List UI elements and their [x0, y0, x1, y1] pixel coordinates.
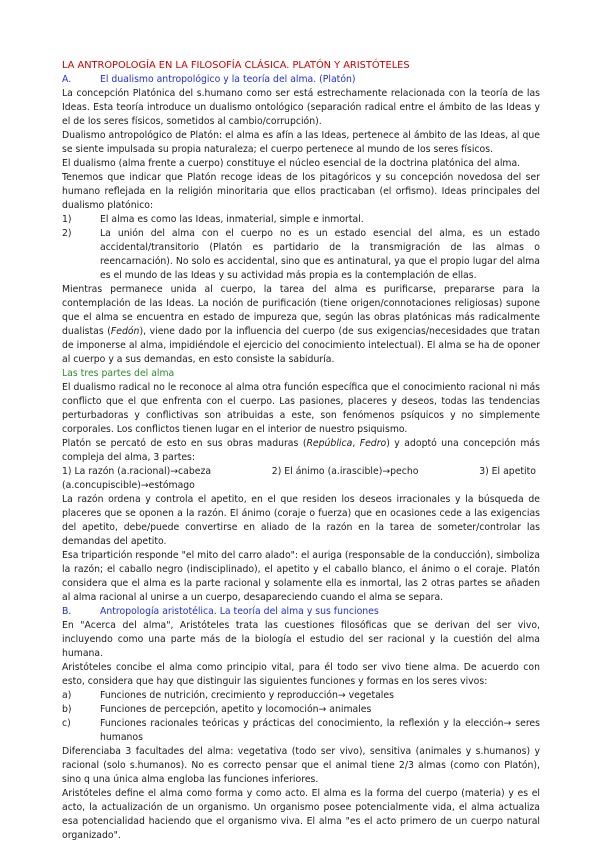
work-title: Fedro [359, 438, 387, 449]
paragraph: En "Acerca del alma", Aristóteles trata las cuestiones filosóficas que se derivan del ser vivo, incluyendo como una parte más de la biología el estudio del ser racional y la cuestión del alma humana. [62, 620, 540, 659]
list-text: Funciones racionales teóricas y prácticas del conocimiento, la reflexión y la elección→ seres humanos [100, 718, 540, 743]
text-run: Platón se percató de esto en sus obras maduras ( [62, 438, 307, 449]
list-text: La unión del alma con el cuerpo no es un estado esencial del alma, es un estado accidental/transitorio (Platón es partidario de la transmigración de las almas o reencarnación). No solo es accidental, sino que es antinatural, ya que el propio lugar del alma es el mundo de las Ideas y su actividad más propia es la contemplación de ellas. [100, 228, 540, 281]
text-run: ) y adoptó una concepción más compleja del alma, 3 partes: [62, 438, 540, 463]
list-text: Funciones de nutrición, crecimiento y reproducción→ vegetales [100, 690, 394, 701]
paragraph: El dualismo (alma frente a cuerpo) constituye el núcleo esencial de la doctrina platónica del alma. [62, 158, 521, 169]
work-title: República [306, 438, 353, 449]
list-letter: c) [62, 718, 71, 729]
paragraph: Diferenciaba 3 facultades del alma: vegetativa (todo ser vivo), sensitiva (animales y s.humanos) y racional (solo s.humanos). No es correcto pensar que el animal tiene 2/3 almas (como con Platón), sino q una única alma engloba las funciones inferiores. [62, 746, 540, 785]
text-run: ), viene dado por la influencia del cuerpo (de sus exigencias/necesidades que tratan de imponerse al alma, impidiéndole el ejercicio del conocimiento intelectual). El alma se ha de oponer al cuerpo y a sus demandas, en esto consiste la sabiduría. [62, 326, 540, 365]
list-number: 2) [62, 228, 72, 239]
paragraph: Aristóteles concibe el alma como principio vital, para él todo ser vivo tiene alma. De acuerdo con esto, considera que hay que distinguir las siguientes funciones y formas en los seres vivos: [62, 662, 540, 687]
paragraph: Dualismo antropológico de Platón: el alma es afín a las Ideas, pertenece al ámbito de las Ideas, al que se siente impulsada su propia naturaleza; el cuerpo pertenece al mundo de los seres físicos. [62, 130, 540, 155]
section-b-title: Antropología aristotélica. La teoría del alma y sus funciones [100, 606, 379, 617]
document-page [62, 59, 540, 843]
list-item [62, 703, 540, 717]
soul-part: 2) El ánimo (a.irascible)→pecho [271, 466, 419, 477]
section-b-heading [62, 605, 540, 619]
list-item [62, 227, 540, 283]
list-text: Funciones de percepción, apetito y locomoción→ animales [100, 704, 372, 715]
list-item [62, 689, 540, 703]
paragraph [62, 283, 540, 367]
soul-parts-row [62, 465, 540, 479]
list-item [62, 213, 540, 227]
paragraph: El dualismo radical no le reconoce al alma otra función específica que el conocimiento racional ni más conflicto que el que enfrenta con el cuerpo. Las pasiones, placeres y deseos, todas las tendencias perturbadoras y conflictivas son atribuidas a este, son fenómenos psíquicos y no simplemente corporales. Los conflictos tienen lugar en el interior de nuestro psiquismo. [62, 382, 540, 435]
paragraph: La concepción Platónica del s.humano como ser está estrechamente relacionada con la teoría de las Ideas. Esta teoría introduce un dualismo ontológico (separación radical entre el ámbito de las Ideas y el de los seres físicos, sometidos al cambio/corrupción). [62, 88, 540, 127]
section-a-title: El dualismo antropológico y la teoría del alma. (Platón) [100, 74, 356, 85]
text-run: , [352, 438, 360, 449]
soul-part-continuation: (a.concupiscible)→estómago [62, 480, 195, 491]
paragraph: Tenemos que indicar que Platón recoge ideas de los pitagóricos y su concepción novedosa del ser humano reflejada en la religión minoritaria que ellos practicaban (el orfismo). Ideas principales del dualismo platónico: [62, 172, 540, 211]
work-title: Fedón [110, 326, 140, 337]
list-number: 1) [62, 214, 72, 225]
list-letter: b) [62, 704, 72, 715]
paragraph: Esa tripartición responde "el mito del carro alado": el auriga (responsable de la conducción), simboliza la razón; el caballo negro (indisciplinado), el apetito y el caballo blanco, el ánimo o el coraje. Platón considera que el alma es la parte racional y solamente ella es inmortal, las 2 otras partes se añaden al alma racional al unirse a un cuerpo, desapareciendo cuando el alma se separa. [62, 550, 540, 603]
list-text: El alma es como las Ideas, inmaterial, simple e inmortal. [100, 214, 364, 225]
paragraph: Aristóteles define el alma como forma y como acto. El alma es la forma del cuerpo (materia) y es el acto, la actualización de un organismo. Un organismo posee potencialmente vida, el alma actualiza esa potencialidad haciendo que el organismo viva. El alma "es el acto primero de un cuerpo natural organizado". [62, 788, 540, 841]
text-run: Mientras permanece unida al cuerpo, la tarea del alma es purificarse, prepararse para la contemplación de las Ideas. La noción de purificación (tiene origen/connotaciones religiosas) supone que el alma se encuentra en estado de impureza que, según las obras platónicas más radicalmente dualistas ( [62, 284, 540, 337]
document-title: LA ANTROPOLOGÍA EN LA FILOSOFÍA CLÁSICA. PLATÓN Y ARISTÓTELES [62, 60, 410, 71]
soul-part: 1) La razón (a.racional)→cabeza [62, 466, 212, 477]
paragraph [62, 437, 540, 465]
list-letter: a) [62, 690, 72, 701]
subsection-title: Las tres partes del alma [62, 368, 175, 379]
section-b-letter: B. [62, 606, 72, 617]
section-a-letter: A. [62, 74, 72, 85]
list-item [62, 717, 540, 745]
section-a-heading [62, 73, 540, 87]
soul-part: 3) El apetito [479, 466, 536, 477]
paragraph: La razón ordena y controla el apetito, en el que residen los deseos irracionales y la búsqueda de placeres que se oponen a la razón. El ánimo (coraje o fuerza) que en ocasiones cede a las exigencias del apetito, debe/puede convertirse en aliado de la razón en la tarea de someter/controlar las demandas del apetito. [62, 494, 540, 547]
